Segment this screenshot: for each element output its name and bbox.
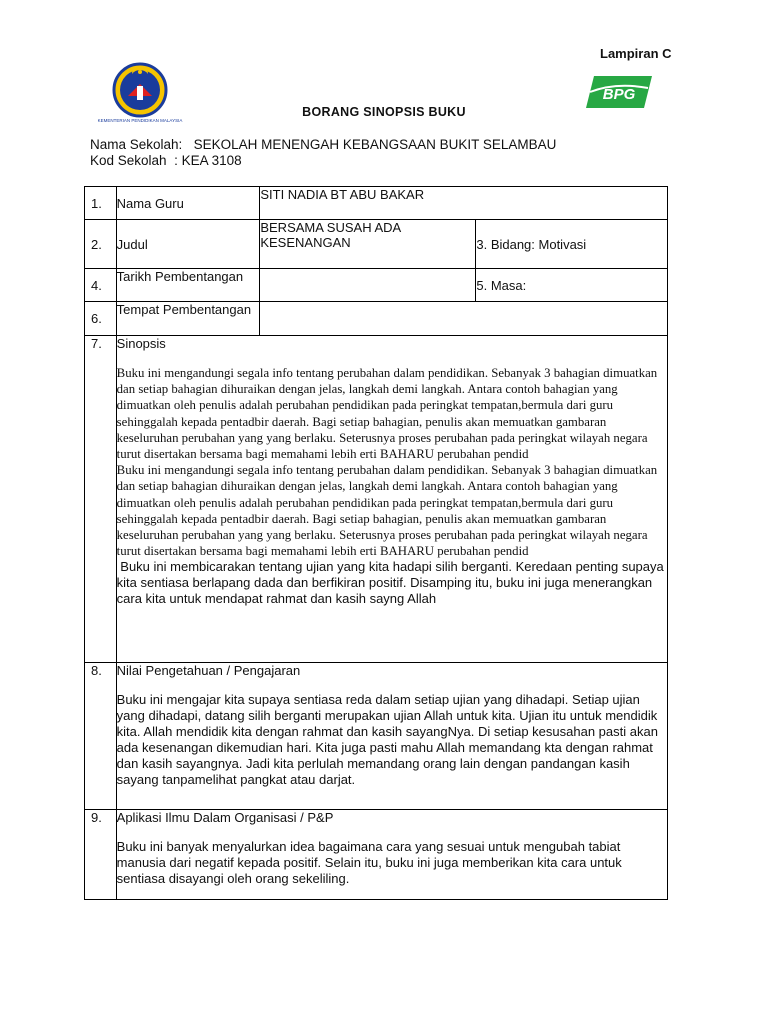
row-nilai [85, 663, 668, 810]
nama-guru-value: SITI NADIA BT ABU BAKAR [260, 187, 668, 220]
nama-guru-label: Nama Guru [116, 187, 260, 220]
row-nama-guru [85, 187, 668, 220]
synopsis-table [84, 186, 668, 900]
school-name-value: SEKOLAH MENENGAH KEBANGSAAN BUKIT SELAMBAU [193, 137, 557, 152]
tarikh-label: Tarikh Pembentangan [116, 269, 260, 302]
bidang-cell: 3. Bidang: Motivasi [476, 220, 668, 269]
masa-cell: 5. Masa: [476, 269, 668, 302]
sinopsis-cell [116, 336, 667, 663]
row-tempat [85, 302, 668, 336]
sinopsis-paragraph-2: Buku ini mengandungi segala info tentang perubahan dalam pendidikan. Sebanyak 3 bahagian dimuatkan dan setiap bahagian dihuraikan dengan jelas, langkah demi langkah. Antara contoh bahagian yang dimuatkan oleh penulis adalah perubahan pendidikan pada peringkat tempatan,bermula dari guru sehinggalah kepada pentadbir daerah. Bagi setiap bahagian, penulis akan memuatkan gambaran keseluruhan perubahan yang yang berlaku. Seterusnya proses perubahan pada peringkat wilayah negara turut disertakan bersama bagi memahami lebih erti BAHARU perubahan pendid [116, 463, 658, 559]
judul-value: BERSAMA SUSAH ADA KESENANGAN [260, 220, 476, 269]
row-number: 1. [85, 187, 117, 220]
aplikasi-paragraph: Buku ini banyak menyalurkan idea bagaimana cara yang sesuai untuk mengubah tabiat manusia dari negatif kepada positif. Selain itu, buku ini juga memberikan kita cara untuk sentiasa disayangi oleh orang sekeliling. [116, 839, 622, 886]
ministry-logo-text: KEMENTERIAN PENDIDIKAN MALAYSIA [97, 118, 183, 123]
school-code-value: : KEA 3108 [174, 153, 242, 168]
bpg-logo-text: BPG [602, 86, 636, 103]
school-code-label: Kod Sekolah [90, 153, 167, 168]
row-tarikh [85, 269, 668, 302]
row-sinopsis [85, 336, 668, 663]
row-number: 4. [85, 269, 117, 302]
aplikasi-cell [116, 810, 667, 900]
tempat-value [260, 302, 668, 336]
school-info [90, 137, 556, 169]
sinopsis-label: Sinopsis [116, 336, 166, 351]
row-number: 8. [85, 663, 117, 810]
aplikasi-label: Aplikasi Ilmu Dalam Organisasi / P&P [116, 810, 334, 825]
row-judul [85, 220, 668, 269]
nilai-paragraph: Buku ini mengajar kita supaya sentiasa reda dalam setiap ujian yang dihadapi. Setiap ujian yang dihadapi, datang silih berganti merupakan ujian Allah untuk kita. Ujian itu untuk mendidik kita. Allah mendidik kita dengan rahmat dan kasih sayangNya. Di setiap kesusahan pasti akan ada kesenangan dikemudian hari. Kita juga pasti mahu Allah memandang kta dengan rahmat dan kasih sayangnya. Jadi kita perlulah memandang orang lain dengan pandangan kasih sayang tanpamelihat pangkat atau darjat. [116, 692, 658, 787]
sinopsis-paragraph-3: Buku ini membicarakan tentang ujian yang kita hadapi silih berganti. Keredaan penting supaya kita sentiasa berlapang dada dan berfikiran positif. Disamping itu, buku ini juga menerangkan cara kita untuk mendapat rahmat dan kasih sayng Allah [116, 559, 668, 607]
sinopsis-paragraph-1: Buku ini mengandungi segala info tentang perubahan dalam pendidikan. Sebanyak 3 bahagian dimuatkan dan setiap bahagian dihuraikan dengan jelas, langkah demi langkah. Antara contoh bahagian yang dimuatkan oleh penulis adalah perubahan pendidikan pada peringkat tempatan,bermula dari guru sehinggalah kepada pentadbir daerah. Bagi setiap bahagian, penulis akan memuatkan gambaran keseluruhan perubahan yang yang berlaku. Seterusnya proses perubahan pada peringkat wilayah negara turut disertakan bersama bagi memahami lebih erti BAHARU perubahan pendid [116, 366, 658, 462]
tarikh-value [260, 269, 476, 302]
row-number: 7. [85, 336, 117, 663]
row-number: 6. [85, 302, 117, 336]
row-number: 2. [85, 220, 117, 269]
school-code-line [90, 153, 556, 169]
row-number: 9. [85, 810, 117, 900]
row-aplikasi [85, 810, 668, 900]
form-title: BORANG SINOPSIS BUKU [302, 105, 466, 119]
nilai-cell [116, 663, 667, 810]
tempat-label: Tempat Pembentangan [116, 302, 260, 336]
school-name-label: Nama Sekolah: [90, 137, 183, 152]
nilai-label: Nilai Pengetahuan / Pengajaran [116, 663, 301, 678]
judul-label: Judul [116, 220, 260, 269]
lampiran-label: Lampiran C [600, 46, 672, 61]
school-name-line [90, 137, 556, 153]
